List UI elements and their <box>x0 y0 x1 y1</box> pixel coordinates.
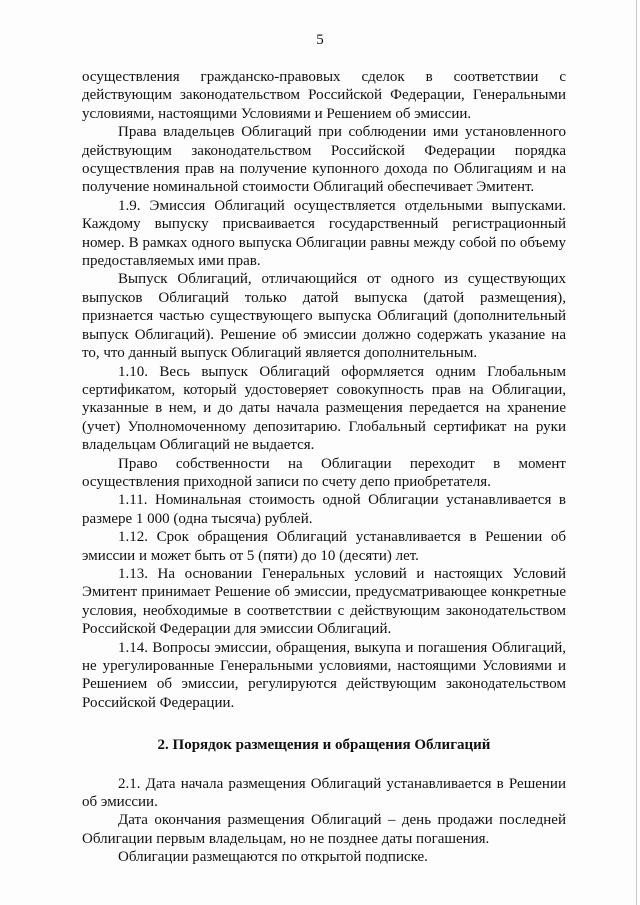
paragraph-open-subscription: Облигации размещаются по открытой подписке. <box>118 849 428 866</box>
paragraph-continuation: осуществления гражданско-правовых сделок в соответствии с действующим законодательством Российской Федерации, Генеральными условиями, настоящими Условиями и Решением об эмиссии. <box>82 69 566 122</box>
paragraph-1-12: 1.12. Срок обращения Облигаций устанавливается в Решении об эмиссии и может быть от 5 (пяти) до 10 (десяти) лет. <box>82 529 566 564</box>
paragraph-1-14: 1.14. Вопросы эмиссии, обращения, выкупа и погашения Облигаций, не урегулированные Генеральными условиями, настоящими Условиями и Решением об эмиссии, регулируются действующим законодательством Российской Федерации. <box>82 639 566 711</box>
document-body <box>82 68 566 867</box>
paragraph-placement-end: Дата окончания размещения Облигаций – день продажи последней Облигации первым владельцам, но не позднее даты погашения. <box>82 812 566 847</box>
paragraph-holder-rights: Права владельцев Облигаций при соблюдении ими установленного действующим законодательством Российской Федерации порядка осуществления прав на получение купонного дохода по Облигациям и на получение номинальной стоимости Облигаций обеспечивает Эмитент. <box>82 124 566 196</box>
paragraph-1-13: 1.13. На основании Генеральных условий и настоящих Условий Эмитент принимает Решение об эмиссии, предусматривающее конкретные условия, необходимые в соответствии с действующим законодательством Российской Федерации для эмиссии Облигаций. <box>82 565 566 638</box>
paragraph-1-9: 1.9. Эмиссия Облигаций осуществляется отдельными выпусками. Каждому выпуску присваивается государственный регистрационный номер. В рамках одного выпуска Облигации равны между собой по объему предоставляемых ими прав. <box>82 197 566 270</box>
paragraph-additional-issue: Выпуск Облигаций, отличающийся от одного из существующих выпусков Облигаций только датой выпуска (датой размещения), признается частью существующего выпуска Облигаций (дополнительный выпуск Облигаций). Решение об эмиссии должно содержать указание на то, что данный выпуск Облигаций является дополнительным. <box>82 271 566 362</box>
paragraph-1-10: 1.10. Весь выпуск Облигаций оформляется одним Глобальным сертификатом, который удостоверяет совокупность прав на Облигации, указанные в нем, и до даты начала размещения передается на хранение (учет) Уполномоченному депозитарию. Глобальный сертификат на руки владельцам Облигаций не выдается. <box>82 363 566 454</box>
paragraph-2-1: 2.1. Дата начала размещения Облигаций устанавливается в Решении об эмиссии. <box>82 775 566 811</box>
paragraph-ownership: Право собственности на Облигации переходит в момент осуществления приходной записи по счету депо приобретателя. <box>82 455 566 490</box>
page-number: 5 <box>316 32 324 48</box>
paragraph-1-11: 1.11. Номинальная стоимость одной Облигации устанавливается в размере 1 000 (одна тысяча) рублей. <box>82 492 566 527</box>
page-edge-line <box>636 0 637 905</box>
section-heading: 2. Порядок размещения и обращения Облигаций <box>157 737 491 754</box>
